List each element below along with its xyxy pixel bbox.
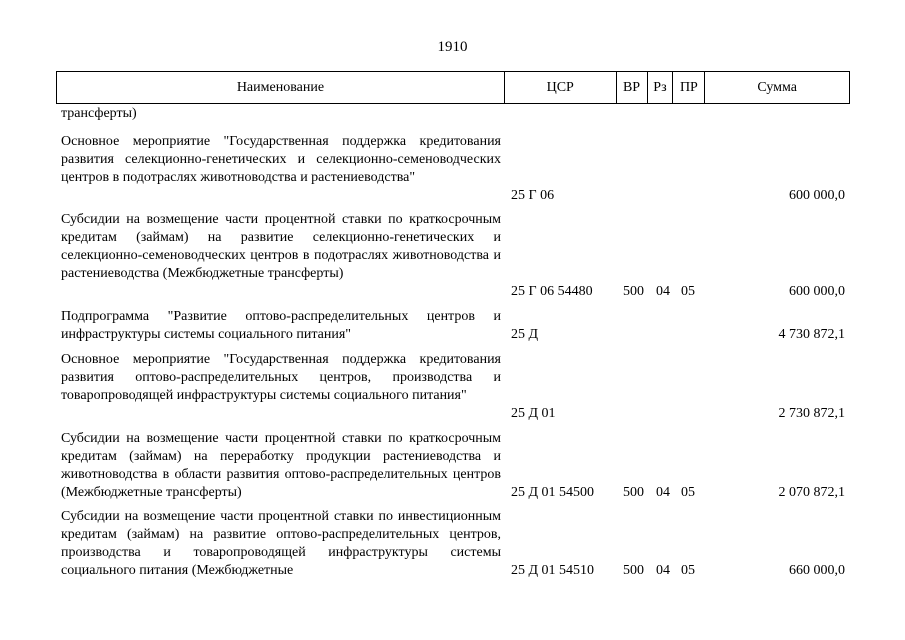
row-sum: 4 730 872,1 xyxy=(778,327,845,342)
row-csr: 25 Д 01 xyxy=(511,406,556,421)
row-pr: 05 xyxy=(681,485,695,500)
row-name: Подпрограмма "Развитие оптово-распределительных центров и инфраструктуры системы социального питания" xyxy=(61,309,501,342)
row-sum: 2 730 872,1 xyxy=(778,406,845,421)
row-rz: 04 xyxy=(656,485,670,500)
row-sum: 660 000,0 xyxy=(789,563,845,578)
row-sum: 600 000,0 xyxy=(789,284,845,299)
row-name: Основное мероприятие "Государственная поддержка кредитования развития оптово-распределительных центров, производства и товаропроводящей инфраструктуры системы социального питания" xyxy=(61,352,501,403)
table-row xyxy=(0,351,905,423)
header-sum: Сумма xyxy=(757,79,797,95)
row-name: Субсидии на возмещение части процентной ставки по инвестиционным кредитам (займам) на развитие оптово-распределительных центров, производства и товаропроводящей инфраструктуры системы социального питания (Межбюджетные xyxy=(61,509,501,578)
row-rz: 04 xyxy=(656,284,670,299)
row-name: Субсидии на возмещение части процентной ставки по краткосрочным кредитам (займам) на развитие селекционно-генетических и селекционно-семеноводческих центров в подотраслях животноводства и растениеводства (Межбюджетные трансферты) xyxy=(61,212,501,281)
header-rz: Рз xyxy=(648,72,674,103)
page-number: 1910 xyxy=(437,39,468,55)
table-row xyxy=(0,105,905,123)
table-row xyxy=(0,211,905,301)
row-name: Основное мероприятие "Государственная поддержка кредитования развития селекционно-генетических и селекционно-семеноводческих центров в подотраслях животноводства и растениеводства" xyxy=(61,134,501,185)
row-csr: 25 Д 01 54500 xyxy=(511,485,595,500)
table-row xyxy=(0,508,905,580)
row-vr: 500 xyxy=(623,563,644,578)
row-csr: 25 Г 06 54480 xyxy=(511,284,593,299)
header-vr: ВР xyxy=(617,72,648,103)
row-pr: 05 xyxy=(681,563,695,578)
row-csr: 25 Г 06 xyxy=(511,188,555,203)
table-header xyxy=(56,71,850,104)
row-vr: 500 xyxy=(623,284,644,299)
row-rz: 04 xyxy=(656,563,670,578)
table-row xyxy=(0,430,905,502)
row-pr: 05 xyxy=(681,284,695,299)
table-row xyxy=(0,308,905,344)
row-name: трансферты) xyxy=(61,106,137,121)
header-pr: ПР xyxy=(673,72,705,103)
header-name: Наименование xyxy=(57,72,505,103)
header-csr: ЦСР xyxy=(505,72,617,103)
row-vr: 500 xyxy=(623,485,644,500)
row-sum: 600 000,0 xyxy=(789,188,845,203)
table-row xyxy=(0,133,905,205)
row-name: Субсидии на возмещение части процентной ставки по краткосрочным кредитам (займам) на переработку продукции растениеводства и животноводства в области развития оптово-распределительных центров (Межбюджетные трансферты) xyxy=(61,431,501,500)
row-csr: 25 Д xyxy=(511,327,539,342)
row-csr: 25 Д 01 54510 xyxy=(511,563,595,578)
row-sum: 2 070 872,1 xyxy=(778,485,845,500)
